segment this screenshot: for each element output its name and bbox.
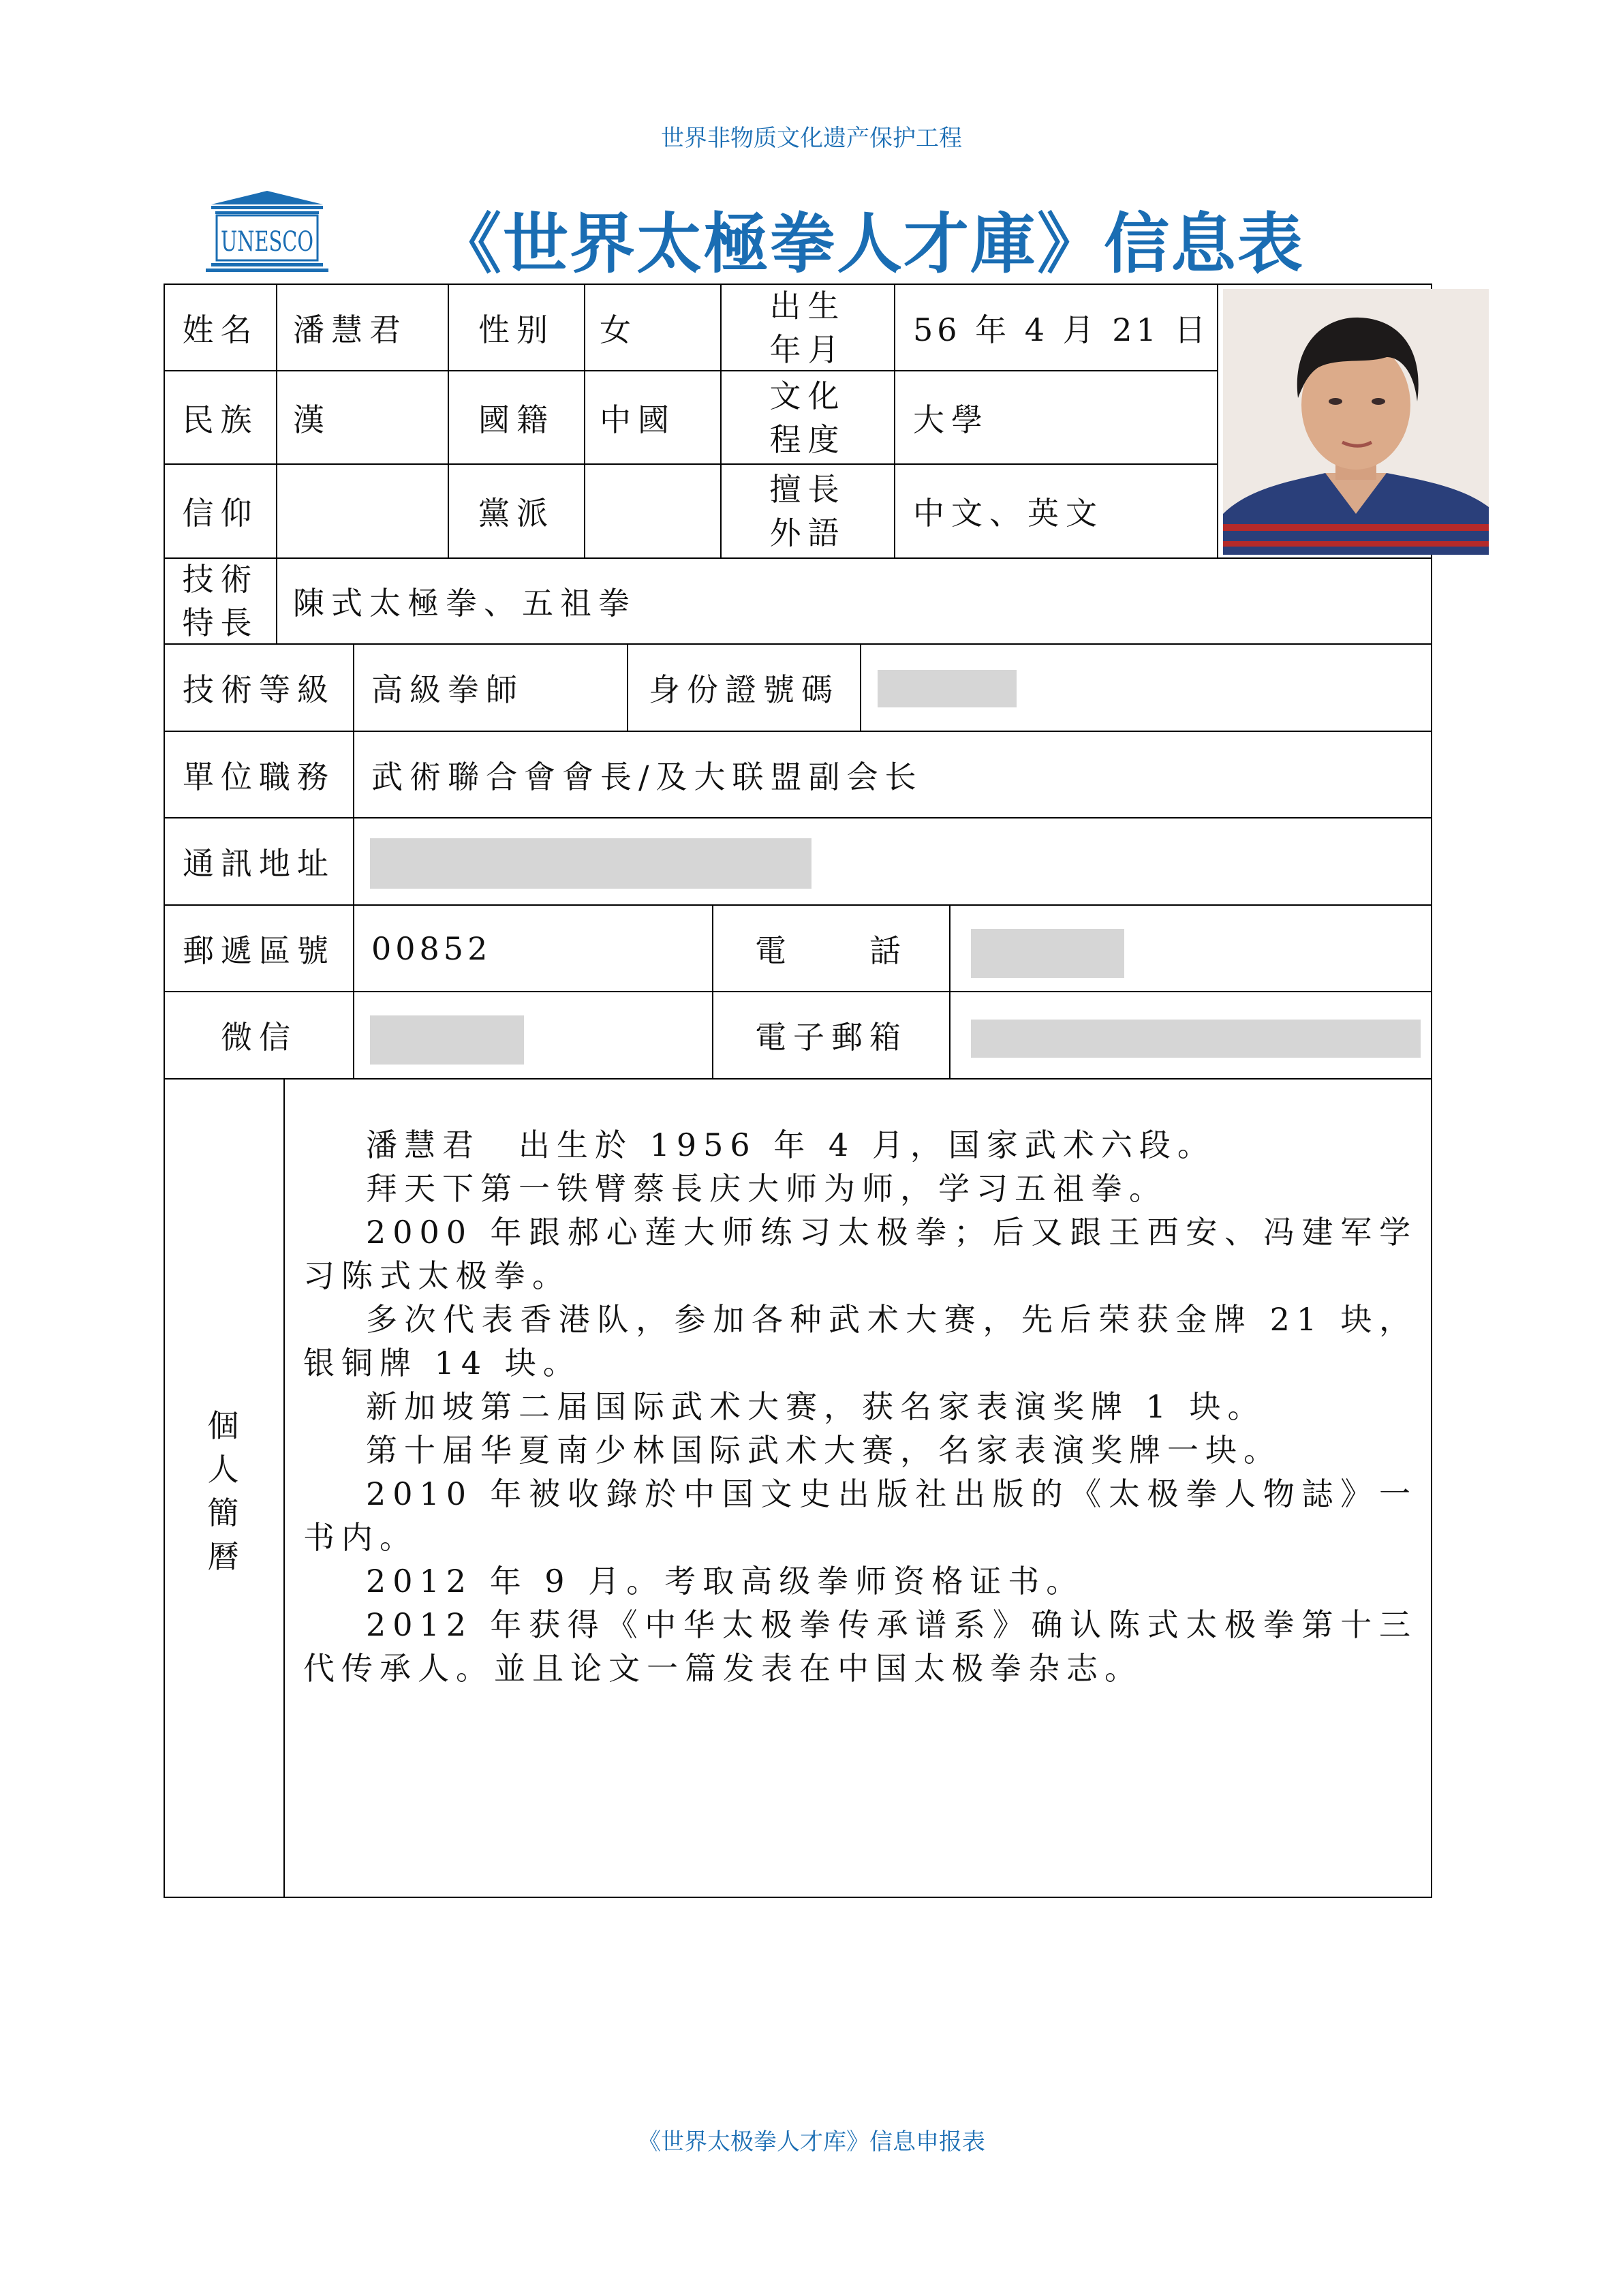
- languages-label-line1: 擅長: [769, 471, 846, 508]
- level-value: 高級拳師: [371, 671, 524, 708]
- postal-value: 00852: [371, 930, 492, 967]
- education-label-line1: 文化: [769, 377, 846, 414]
- level-label: 技術等級: [183, 671, 335, 708]
- bio-paragraph: 第十届华夏南少林国际武术大赛，名家表演奖牌一块。: [366, 1432, 1282, 1469]
- unesco-logo-text: UNESCO: [221, 226, 313, 258]
- party-value: [600, 465, 720, 557]
- postal-label: 郵遞區號: [183, 932, 335, 969]
- skills-value: 陳式太極拳、五祖拳: [293, 585, 636, 622]
- languages-value: 中文、英文: [913, 495, 1104, 532]
- address-value-redacted: [370, 838, 812, 889]
- email-value-redacted: [971, 1020, 1421, 1058]
- bio-label-char-4: 曆: [207, 1538, 239, 1575]
- birth-label-line1: 出生: [769, 287, 846, 324]
- bio-paragraph: 潘慧君 出生於 1956 年 4 月，国家武术六段。: [366, 1127, 1216, 1163]
- birth-value: 56 年 4 月 21 日: [913, 311, 1210, 348]
- wechat-label: 微信: [221, 1019, 297, 1056]
- education-value: 大學: [913, 401, 989, 438]
- bio-paragraph: 2012 年获得《中华太极拳传承谱系》确认陈式太极拳第十三代传承人。並且论文一篇发表在中国太极拳杂志。: [303, 1606, 1417, 1687]
- skills-label-line1: 技術: [182, 561, 259, 598]
- languages-label-line2: 外語: [769, 515, 846, 551]
- nationality-label: 國籍: [478, 401, 555, 438]
- email-label: 電子郵箱: [755, 1019, 908, 1056]
- unesco-logo: [199, 189, 335, 275]
- bio-label-char-2: 人: [207, 1451, 239, 1488]
- gender-value: 女: [600, 311, 638, 348]
- bio-label: [164, 1404, 283, 1578]
- birth-label: [722, 285, 894, 370]
- languages-label: [722, 465, 894, 557]
- bio-text: [303, 1123, 1417, 1690]
- bio-label-char-1: 個: [207, 1407, 239, 1444]
- unit-value: 武術聯合會會長/及大联盟副会长: [371, 758, 923, 795]
- name-label: 姓名: [182, 311, 259, 348]
- ethnicity-label: 民族: [182, 401, 259, 438]
- bio-paragraph: 2010 年被收錄於中国文史出版社出版的《太极拳人物誌》一书内。: [303, 1475, 1417, 1556]
- faith-label: 信仰: [182, 495, 259, 532]
- id-label: 身份證號碼: [649, 671, 839, 708]
- phone-value-redacted: [971, 929, 1124, 978]
- bio-paragraph: 2012 年 9 月。考取高级拳师资格证书。: [366, 1563, 1085, 1599]
- skills-label-line2: 特長: [182, 604, 259, 641]
- faith-value: [293, 465, 448, 557]
- bio-paragraph: 拜天下第一铁臂蔡長庆大师为师，学习五祖拳。: [366, 1170, 1167, 1207]
- portrait-photo: [1223, 289, 1489, 555]
- wechat-value-redacted: [370, 1015, 524, 1065]
- skills-label: [165, 559, 276, 643]
- id-value-redacted: [878, 670, 1017, 707]
- page-header: 世界非物质文化遗产保护工程: [661, 125, 962, 152]
- nationality-value: 中國: [600, 401, 676, 438]
- page-footer: 《世界太极拳人才库》信息申报表: [638, 2128, 985, 2156]
- portrait-image: [1223, 289, 1489, 555]
- phone-label: 電 話: [755, 932, 908, 969]
- ethnicity-value: 漢: [293, 401, 331, 438]
- party-label: 黨派: [478, 495, 555, 532]
- gender-label: 性别: [478, 311, 555, 348]
- unit-label: 單位職務: [183, 758, 335, 795]
- education-label: [722, 371, 894, 463]
- bio-paragraph: 多次代表香港队，参加各种武术大赛，先后荣获金牌 21 块，银铜牌 14 块。: [303, 1301, 1417, 1381]
- bio-paragraph: 新加坡第二届国际武术大赛，获名家表演奖牌 1 块。: [366, 1388, 1266, 1425]
- address-label: 通訊地址: [183, 845, 335, 882]
- bio-label-char-3: 簡: [207, 1495, 239, 1531]
- name-value: 潘慧君: [293, 311, 407, 348]
- birth-label-line2: 年月: [769, 331, 846, 368]
- page-title: 《世界太極拳人才庫》信息表: [436, 205, 1304, 282]
- education-label-line2: 程度: [769, 420, 846, 458]
- bio-paragraph: 2000 年跟郝心莲大师练习太极拳；后又跟王西安、冯建军学习陈式太极拳。: [303, 1214, 1417, 1294]
